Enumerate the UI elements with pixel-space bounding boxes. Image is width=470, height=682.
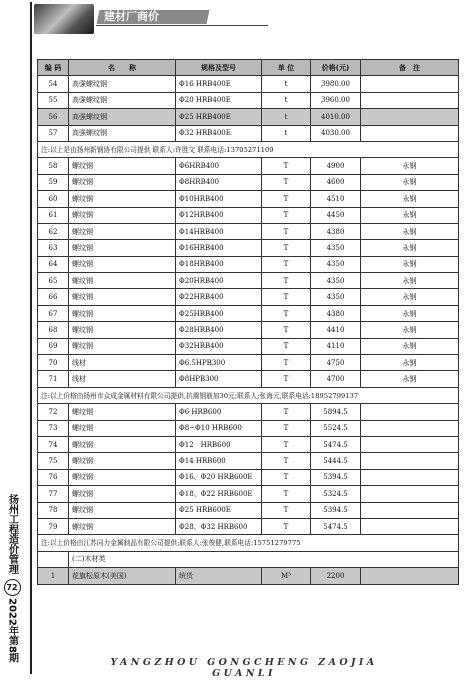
cell-code: 63 (38, 240, 69, 256)
table-row (38, 305, 459, 321)
cell-unit: T (262, 469, 311, 485)
cell-unit: T (262, 191, 311, 207)
cell-unit: t (262, 76, 311, 92)
cell-unit: T (262, 256, 311, 272)
table-row (38, 436, 459, 452)
cell-code: 55 (38, 92, 69, 108)
cell-name: 螺纹钢 (69, 486, 176, 502)
cell-spec: Φ8HPB300 (176, 371, 262, 387)
table-row (38, 125, 459, 141)
cell-code: 1 (38, 568, 69, 584)
cell-spec: Φ14HRB400 (176, 223, 262, 239)
cell-remark: 永钢 (361, 158, 459, 174)
table-row (38, 486, 459, 502)
table-row (38, 256, 459, 272)
cell-remark (361, 469, 459, 485)
cell-name: 高强螺纹钢 (69, 125, 176, 141)
table-row (38, 568, 459, 584)
cell-unit: T (262, 240, 311, 256)
table-row (38, 207, 459, 223)
cell-unit: T (262, 420, 311, 436)
cell-spec: 统货 (176, 568, 262, 584)
cell-price: 4510 (311, 191, 361, 207)
col-header-name: 名 称 (69, 60, 176, 76)
cell-unit: T (262, 436, 311, 452)
cell-name: 螺纹钢 (69, 191, 176, 207)
cell-name: 高强螺纹钢 (69, 76, 176, 92)
cell-unit: t (262, 92, 311, 108)
cell-unit: T (262, 273, 311, 289)
cell-remark: 永钢 (361, 240, 459, 256)
cell-name: 螺纹钢 (69, 502, 176, 518)
cell-remark (361, 436, 459, 452)
table-body (38, 76, 459, 584)
cell-spec: Φ12HRB400 (176, 207, 262, 223)
cell-unit: T (262, 207, 311, 223)
cell-unit: T (262, 338, 311, 354)
cell-price: 4350 (311, 240, 361, 256)
cell-code: 65 (38, 273, 69, 289)
cell-price: 5474.5 (311, 518, 361, 534)
issue-label: 2022年第8期 (6, 598, 18, 663)
table-row (38, 518, 459, 534)
cell-code: 58 (38, 158, 69, 174)
table-row (38, 453, 459, 469)
table-row (38, 223, 459, 239)
cell-code: 61 (38, 207, 69, 223)
cell-unit: T (262, 518, 311, 534)
table-header-row (38, 60, 459, 76)
side-bar (2, 494, 22, 666)
cell-name: 螺纹钢 (69, 256, 176, 272)
price-table (37, 59, 459, 585)
cell-remark (361, 404, 459, 420)
cell-remark (361, 502, 459, 518)
table-row (38, 240, 459, 256)
cell-spec: Φ16 HRB400E (176, 76, 262, 92)
cell-spec: Φ8HRB400 (176, 174, 262, 190)
cell-price: 4110 (311, 338, 361, 354)
cell-name: 螺纹钢 (69, 158, 176, 174)
cell-spec: Φ25 HRB400E (176, 109, 262, 125)
cell-remark (361, 76, 459, 92)
cell-remark: 永钢 (361, 207, 459, 223)
cell-code: 66 (38, 289, 69, 305)
table-row (38, 469, 459, 485)
cell-remark (361, 125, 459, 141)
cell-code: 62 (38, 223, 69, 239)
cell-remark (361, 518, 459, 534)
cell-name: 螺纹钢 (69, 453, 176, 469)
cell-code: 68 (38, 322, 69, 338)
cell-spec: Φ6.5HPB300 (176, 355, 262, 371)
section-title-cell: (二)木材类 (69, 551, 459, 567)
cell-remark (361, 486, 459, 502)
cell-remark (361, 420, 459, 436)
cell-price: 5394.5 (311, 502, 361, 518)
cell-unit: T (262, 158, 311, 174)
col-header-price: 价格(元) (311, 60, 361, 76)
cell-price: 4380 (311, 223, 361, 239)
cell-spec: Φ6HRB400 (176, 158, 262, 174)
cell-remark: 永钢 (361, 338, 459, 354)
cell-spec: Φ14 HRB600 (176, 453, 262, 469)
col-header-spec: 规格及型号 (176, 60, 262, 76)
cell-price: 4450 (311, 207, 361, 223)
table-row (38, 322, 459, 338)
cell-spec: Φ28、Φ32 HRB600 (176, 518, 262, 534)
cell-unit: T (262, 322, 311, 338)
table-row (38, 76, 459, 92)
cell-name: 线材 (69, 355, 176, 371)
cell-name: 高强螺纹钢 (69, 109, 176, 125)
col-header-unit: 单 位 (262, 60, 311, 76)
journal-name: 扬州工程造价管理 (6, 494, 18, 574)
cell-remark: 永钢 (361, 289, 459, 305)
cell-remark: 永钢 (361, 174, 459, 190)
table-row (38, 92, 459, 108)
cell-remark: 永钢 (361, 355, 459, 371)
table-row (38, 371, 459, 387)
cell-code: 76 (38, 469, 69, 485)
cell-code: 70 (38, 355, 69, 371)
cell-code: 67 (38, 305, 69, 321)
cell-spec: Φ25HRB400 (176, 305, 262, 321)
note-text: 注:以上是由扬州新钢协有限公司提供 联系人:许胜文 联系电话:13705271109 (38, 141, 459, 157)
cell-name: 螺纹钢 (69, 469, 176, 485)
page-number: 72 (4, 579, 21, 596)
cell-price: 4700 (311, 371, 361, 387)
cell-code: 77 (38, 486, 69, 502)
cell-unit: T (262, 305, 311, 321)
cell-name: 螺纹钢 (69, 436, 176, 452)
table-row (38, 158, 459, 174)
cell-spec: Φ10HRB400 (176, 191, 262, 207)
cell-remark: 永钢 (361, 256, 459, 272)
table-row (38, 404, 459, 420)
table-row (38, 191, 459, 207)
cell-spec: Φ28HRB400 (176, 322, 262, 338)
cell-remark (361, 92, 459, 108)
cell-price: 5524.5 (311, 420, 361, 436)
section-row (38, 551, 459, 567)
footer-text: YANGZHOU GONGCHENG ZAOJIA GUANLI (110, 657, 378, 679)
cell-price: 4350 (311, 273, 361, 289)
cell-unit: T (262, 223, 311, 239)
cell-price: 4350 (311, 289, 361, 305)
section-title: 建材厂商价 (104, 10, 159, 23)
table-row (38, 420, 459, 436)
cell-price: 5444.5 (311, 453, 361, 469)
cell-code: 59 (38, 174, 69, 190)
note-row (38, 535, 459, 551)
header-rule (96, 25, 268, 26)
cell-remark: 永钢 (361, 191, 459, 207)
cell-spec: Φ18、Φ22 HRB600E (176, 486, 262, 502)
cell-spec: Φ25 HRB600E (176, 502, 262, 518)
cell-name: 花旗松原木(美国) (69, 568, 176, 584)
cell-spec: Φ6 HRB600 (176, 404, 262, 420)
cell-spec: Φ12 HRB600 (176, 436, 262, 452)
cell-spec: Φ20 HRB400E (176, 92, 262, 108)
cell-price: 5394.5 (311, 469, 361, 485)
cell-code: 54 (38, 76, 69, 92)
cell-name: 螺纹钢 (69, 273, 176, 289)
cell-spec: Φ16、Φ20 HRB600E (176, 469, 262, 485)
cell-code: 75 (38, 453, 69, 469)
cell-price: 4600 (311, 174, 361, 190)
table-row (38, 109, 459, 125)
col-header-remark: 备 注 (361, 60, 459, 76)
cell-price: 4750 (311, 355, 361, 371)
note-text: 注:以上价格由扬州市众成金属材料有限公司提供,抗震钢筋加30元;联系人:张海元,联系电话:18952799137 (38, 387, 459, 403)
cell-unit: T (262, 289, 311, 305)
cell-code: 72 (38, 404, 69, 420)
cell-remark (361, 568, 459, 584)
cell-name: 螺纹钢 (69, 322, 176, 338)
cell-unit: M³ (262, 568, 311, 584)
cell-code: 57 (38, 125, 69, 141)
table-row (38, 174, 459, 190)
cell-name: 螺纹钢 (69, 420, 176, 436)
cell-spec: Φ22HRB400 (176, 289, 262, 305)
cell-code: 64 (38, 256, 69, 272)
cell-spec: Φ8~Φ10 HRB600 (176, 420, 262, 436)
cell-spec: Φ32 HRB400E (176, 125, 262, 141)
cell-remark: 永钢 (361, 322, 459, 338)
cell-price: 4030.00 (311, 125, 361, 141)
cell-code: 74 (38, 436, 69, 452)
header-photo (34, 4, 94, 34)
cell-price: 4410 (311, 322, 361, 338)
cell-code: 60 (38, 191, 69, 207)
note-row (38, 387, 459, 403)
cell-price: 4380 (311, 305, 361, 321)
cell-name: 线材 (69, 371, 176, 387)
cell-spec: Φ32HRB400 (176, 338, 262, 354)
cell-unit: t (262, 109, 311, 125)
cell-remark (361, 109, 459, 125)
section-title-banner (97, 10, 210, 24)
cell-price: 3960.00 (311, 92, 361, 108)
cell-remark: 永钢 (361, 305, 459, 321)
cell-unit: T (262, 174, 311, 190)
cell-code: 69 (38, 338, 69, 354)
table-row (38, 502, 459, 518)
cell-name: 螺纹钢 (69, 518, 176, 534)
cell-code: 71 (38, 371, 69, 387)
cell-code: 56 (38, 109, 69, 125)
cell-price: 4350 (311, 256, 361, 272)
cell-unit: T (262, 453, 311, 469)
side-rule (30, 2, 32, 674)
cell-name: 螺纹钢 (69, 289, 176, 305)
cell-spec: Φ16HRB400 (176, 240, 262, 256)
cell-remark (361, 453, 459, 469)
cell-name: 螺纹钢 (69, 174, 176, 190)
table-row (38, 273, 459, 289)
cell-remark: 永钢 (361, 273, 459, 289)
cell-remark: 永钢 (361, 223, 459, 239)
cell-price: 2200 (311, 568, 361, 584)
cell-price: 5894.5 (311, 404, 361, 420)
table-row (38, 355, 459, 371)
cell-spec: Φ18HRB400 (176, 256, 262, 272)
cell-price: 3980.00 (311, 76, 361, 92)
note-row (38, 141, 459, 157)
cell-unit: T (262, 371, 311, 387)
cell-unit: T (262, 486, 311, 502)
cell-unit: T (262, 355, 311, 371)
cell-price: 5324.5 (311, 486, 361, 502)
cell-name: 高强螺纹钢 (69, 92, 176, 108)
cell-code: 79 (38, 518, 69, 534)
col-header-code: 编 码 (38, 60, 69, 76)
note-text: 注:以上价格由江苏同力金属制品有限公司提供;联系人:张俊健,联系电话:15751279775 (38, 535, 459, 551)
cell-name: 螺纹钢 (69, 305, 176, 321)
cell-name: 螺纹钢 (69, 223, 176, 239)
cell-spec: Φ20HRB400 (176, 273, 262, 289)
cell-code: 78 (38, 502, 69, 518)
cell-unit: T (262, 404, 311, 420)
cell-unit: T (262, 502, 311, 518)
cell-name: 螺纹钢 (69, 240, 176, 256)
cell-remark: 永钢 (361, 371, 459, 387)
cell-price: 4010.00 (311, 109, 361, 125)
table-row (38, 338, 459, 354)
cell-price: 4900 (311, 158, 361, 174)
table-row (38, 289, 459, 305)
cell-name: 螺纹钢 (69, 338, 176, 354)
cell-name: 螺纹钢 (69, 207, 176, 223)
cell-code: 73 (38, 420, 69, 436)
cell-unit: t (262, 125, 311, 141)
cell-price: 5474.5 (311, 436, 361, 452)
cell-empty (38, 551, 69, 567)
cell-name: 螺纹钢 (69, 404, 176, 420)
